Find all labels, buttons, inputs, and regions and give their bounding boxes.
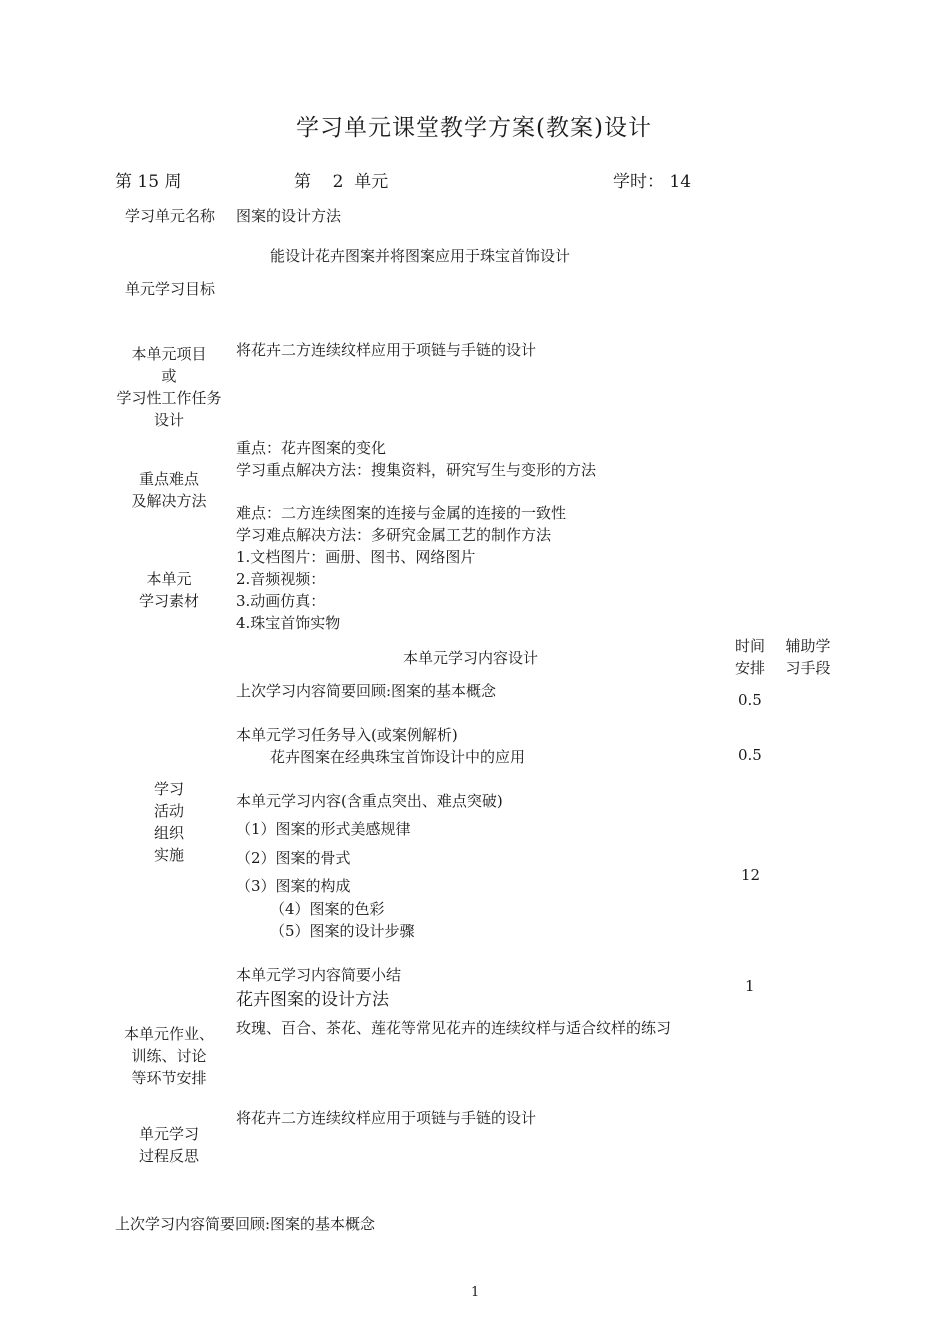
intro-detail: 花卉图案在经典珠宝首饰设计中的应用 bbox=[270, 748, 526, 766]
summary-time: 1 bbox=[745, 977, 755, 995]
unit-name-label: 学习单元名称 bbox=[124, 207, 215, 225]
hours-label: 学时： 14 bbox=[613, 172, 692, 192]
goal-value: 能设计花卉图案并将图案应用于珠宝首饰设计 bbox=[270, 247, 571, 265]
content-title: 本单元学习内容(含重点突出、难点突破) bbox=[236, 792, 503, 810]
content-item: （5）图案的设计步骤 bbox=[270, 922, 415, 940]
unit-label: 第 2 单元 bbox=[294, 172, 389, 192]
review-text: 上次学习内容简要回顾:图案的基本概念 bbox=[236, 682, 497, 700]
goal-label: 单元学习目标 bbox=[124, 280, 215, 298]
content-item: （1）图案的形式美感规律 bbox=[236, 820, 411, 838]
aid-header: 辅助学 习手段 bbox=[785, 637, 831, 677]
review-time: 0.5 bbox=[738, 691, 762, 709]
content-time: 12 bbox=[741, 866, 761, 884]
material-item: 1.文档图片：画册、图书、网络图片 bbox=[236, 548, 476, 566]
reflection-label: 单元学习 过程反思 bbox=[138, 1125, 199, 1165]
content-item: （2）图案的骨式 bbox=[236, 849, 351, 867]
activities-label: 学习 活动 组织 实施 bbox=[153, 780, 184, 864]
unit-name-value: 图案的设计方法 bbox=[236, 207, 342, 225]
content-design-header: 本单元学习内容设计 bbox=[403, 649, 539, 667]
page-title: 学习单元课堂教学方案(教案)设计 bbox=[296, 115, 652, 141]
reflection-value: 将花卉二方连续纹样应用于项链与手链的设计 bbox=[236, 1109, 537, 1127]
footer-note: 上次学习内容简要回顾:图案的基本概念 bbox=[115, 1215, 376, 1233]
project-label: 本单元项目 或 学习性工作任务 设计 bbox=[116, 345, 222, 429]
summary-detail: 花卉图案的设计方法 bbox=[236, 990, 389, 1010]
project-value: 将花卉二方连续纹样应用于项链与手链的设计 bbox=[236, 341, 537, 359]
material-item: 3.动画仿真： bbox=[236, 592, 326, 610]
page-number: 1 bbox=[471, 1285, 480, 1300]
key-point-line: 学习重点解决方法：搜集资料，研究写生与变形的方法 bbox=[236, 461, 597, 479]
key-point-line: 重点：花卉图案的变化 bbox=[236, 439, 387, 457]
material-item: 4.珠宝首饰实物 bbox=[236, 614, 341, 632]
homework-value: 玫瑰、百合、茶花、莲花等常见花卉的连续纹样与适合纹样的练习 bbox=[236, 1019, 672, 1037]
materials-label: 本单元 学习素材 bbox=[138, 570, 199, 610]
content-item: （4）图案的色彩 bbox=[270, 900, 385, 918]
summary-title: 本单元学习内容简要小结 bbox=[236, 966, 402, 984]
intro-title: 本单元学习任务导入(或案例解析) bbox=[236, 726, 458, 744]
material-item: 2.音频视频： bbox=[236, 570, 326, 588]
homework-label: 本单元作业、 训练、讨论 等环节安排 bbox=[123, 1025, 214, 1087]
key-point-line: 难点：二方连续图案的连接与金属的连接的一致性 bbox=[236, 504, 567, 522]
week-label: 第 15 周 bbox=[115, 172, 182, 192]
key-points-label: 重点难点 及解决方法 bbox=[131, 470, 207, 510]
time-header: 时间 安排 bbox=[734, 637, 765, 677]
intro-time: 0.5 bbox=[738, 746, 762, 764]
key-point-line: 学习难点解决方法：多研究金属工艺的制作方法 bbox=[236, 526, 552, 544]
content-item: （3）图案的构成 bbox=[236, 877, 351, 895]
